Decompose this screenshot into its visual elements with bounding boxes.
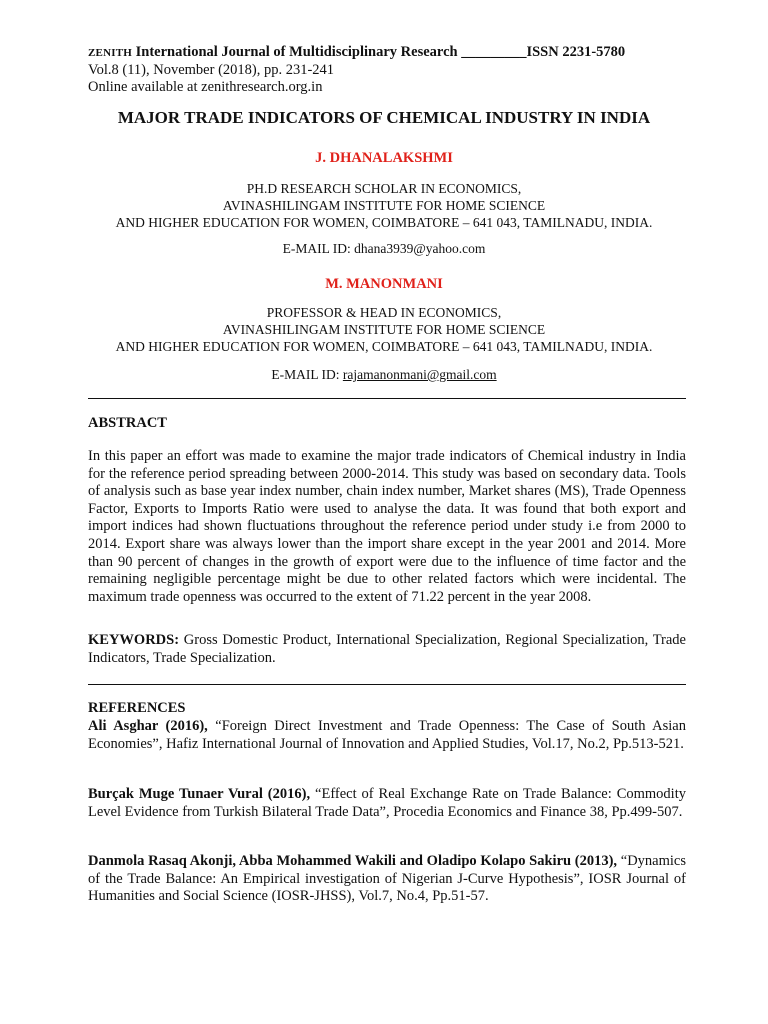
email-address: dhana3939@yahoo.com bbox=[354, 241, 486, 256]
journal-name: International Journal of Multidisciplinary Research bbox=[132, 44, 458, 60]
email-link[interactable]: rajamanonmani@gmail.com bbox=[342, 367, 497, 382]
abstract-text: In this paper an effort was made to examine the major trade indicators of Chemical industry in India for the reference period spreading between 2000-2014. This study was based on secondary data. Tools of analysis such as base year index number, chain index number, Market shares (MS), Trade Openness Factor, Exports to Imports Ratio were used to analyse the data. It was found that both export and import indices had shown fluctuations throughout the reference period under study i.e from 2000 to 2014. Export share was always lower than the import share except in the year 2001 and 2014. More than 90 percent of changes in the growth of export were due to the influence of time factor and the remaining negligible percentage might be due to other related factors which were incidental. The maximum trade openness was occurred to the extent of 71.22 percent in the year 2008. bbox=[88, 448, 686, 605]
affiliation-line: PROFESSOR & HEAD IN ECONOMICS, bbox=[266, 305, 502, 320]
author-name: M. MANONMANI bbox=[325, 276, 443, 292]
reference-text: “Foreign Direct Investment and Trade Openness: The Case of South Asian Economies”, Hafiz International Journal of Innovation and Applied Studies, Vol.17, No.2, Pp.513-521. bbox=[88, 718, 686, 752]
journal-issn: ISSN 2231-5780 bbox=[526, 44, 626, 60]
reference-authors: Danmola Rasaq Akonji, Abba Mohammed Wakili and Oladipo Kolapo Sakiru (2013), bbox=[88, 853, 618, 869]
abstract-heading: ABSTRACT bbox=[88, 415, 167, 431]
affiliation-line: AVINASHILINGAM INSTITUTE FOR HOME SCIENCE bbox=[222, 322, 546, 337]
section-divider bbox=[88, 684, 686, 685]
affiliation-line: AND HIGHER EDUCATION FOR WOMEN, COIMBATORE – 641 043, TAMILNADU, INDIA. bbox=[115, 215, 653, 230]
affiliation-line: AND HIGHER EDUCATION FOR WOMEN, COIMBATORE – 641 043, TAMILNADU, INDIA. bbox=[115, 339, 653, 354]
reference-text: “Effect of Real Exchange Rate on Trade Balance: Commodity Level Evidence from Turkish Bilateral Trade Data”, Procedia Economics and Finance 38, Pp.499-507. bbox=[88, 786, 686, 820]
journal-header bbox=[88, 44, 625, 61]
affiliation-line: PH.D RESEARCH SCHOLAR IN ECONOMICS, bbox=[246, 181, 522, 196]
references-heading: REFERENCES bbox=[88, 700, 186, 716]
author-affiliation bbox=[0, 180, 768, 231]
journal-online: Online available at zenithresearch.org.in bbox=[88, 79, 323, 95]
reference-item bbox=[88, 718, 686, 753]
author-affiliation bbox=[0, 304, 768, 355]
paper-title: MAJOR TRADE INDICATORS OF CHEMICAL INDUSTRY IN INDIA bbox=[117, 108, 651, 127]
email-label: E-MAIL ID: bbox=[271, 367, 343, 382]
section-divider bbox=[88, 398, 686, 399]
journal-blank: _________ bbox=[457, 44, 527, 60]
author-name: J. DHANALAKSHMI bbox=[315, 150, 453, 166]
email-label: E-MAIL ID: bbox=[282, 241, 355, 256]
keywords-text: Gross Domestic Product, International Specialization, Regional Specialization, Trade Indicators, Trade Specialization. bbox=[88, 632, 686, 666]
reference-text: “Dynamics of the Trade Balance: An Empirical investigation of Nigerian J-Curve Hypothesis”, IOSR Journal of Humanities and Social Science (IOSR-JHSS), Vol.7, No.4, Pp.51-57. bbox=[88, 853, 686, 905]
affiliation-line: AVINASHILINGAM INSTITUTE FOR HOME SCIENCE bbox=[222, 198, 546, 213]
reference-authors: Burçak Muge Tunaer Vural (2016), bbox=[88, 786, 311, 802]
keywords bbox=[88, 632, 686, 667]
reference-item bbox=[88, 786, 686, 821]
author-email bbox=[0, 367, 768, 383]
journal-zenith: ZENITH bbox=[88, 47, 132, 59]
reference-item bbox=[88, 853, 686, 906]
keywords-label: KEYWORDS: bbox=[88, 632, 180, 648]
reference-authors: Ali Asghar (2016), bbox=[88, 718, 208, 734]
author-email bbox=[0, 241, 768, 257]
journal-volume: Vol.8 (11), November (2018), pp. 231-241 bbox=[88, 62, 335, 78]
